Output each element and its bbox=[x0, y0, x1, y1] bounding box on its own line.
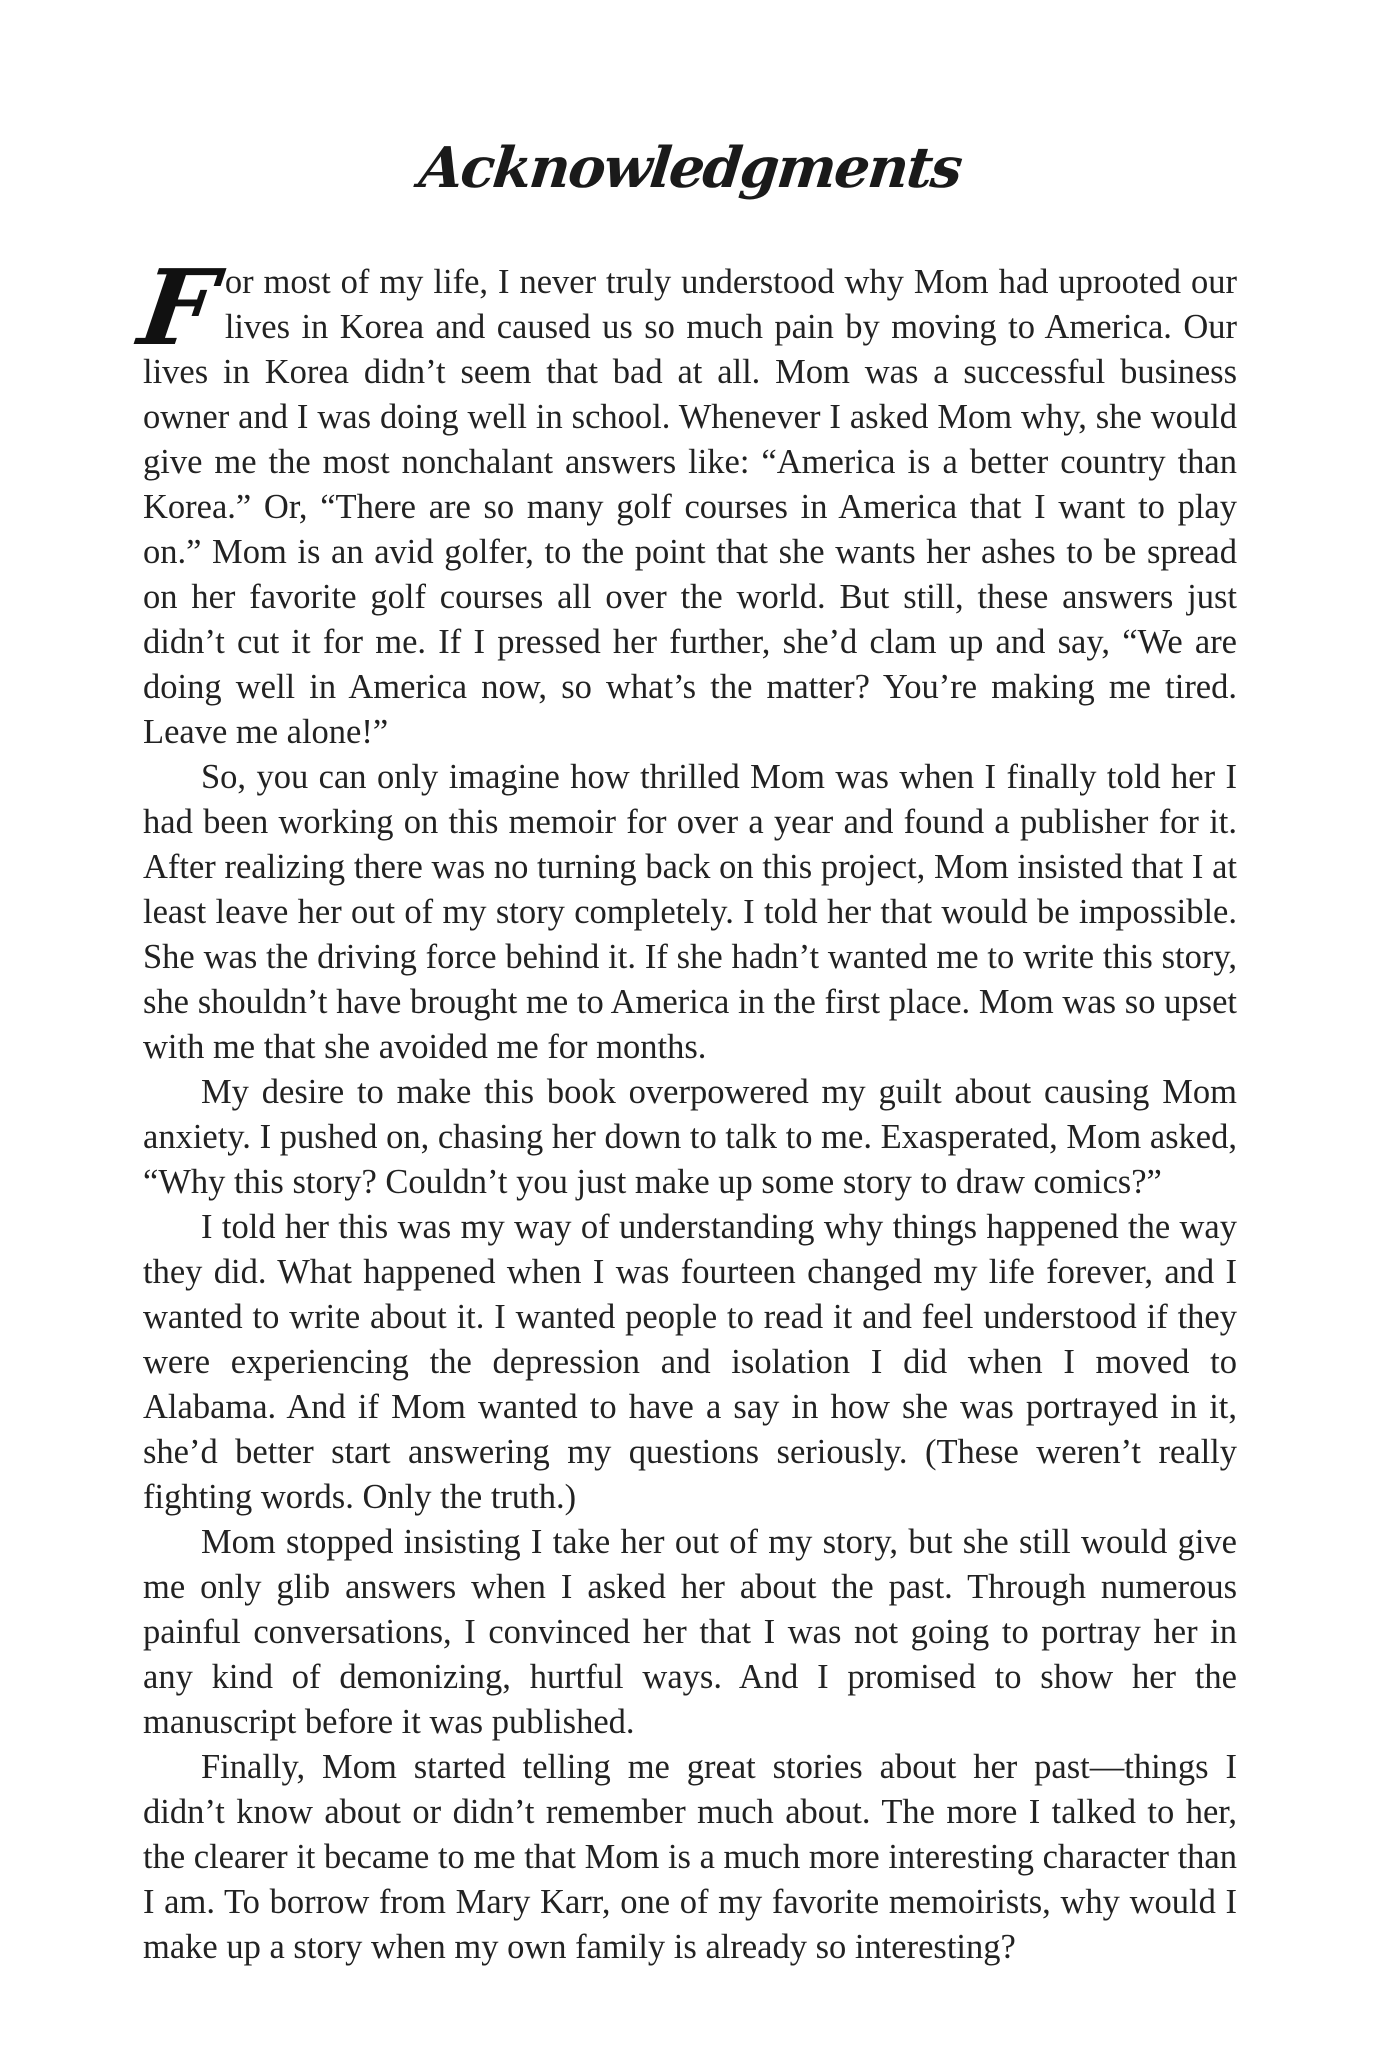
paragraph-6: Finally, Mom started telling me great stories about her past—things I didn’t know about or didn’t remember much about. The more I talked to her, the clearer it became to me that Mom is a much more interesting character than I am. To borrow from Mary Karr, one of my favorite memoirists, why would I make up a story when my own family is already so interesting? bbox=[143, 1748, 1237, 1966]
paragraph-1 bbox=[132, 246, 1237, 755]
paragraph-5: Mom stopped insisting I take her out of my story, but she still would give me only glib answers when I asked her about the past. Through numerous painful conversations, I convinced her that I was not going to portray her in any kind of demonizing, hurtful ways. And I promised to show her the manuscript before it was published. bbox=[143, 1523, 1237, 1741]
paragraph-4: I told her this was my way of understanding why things happened the way they did. What happened when I was fourteen changed my life forever, and I wanted to write about it. I wanted people to read it and feel understood if they were experiencing the depression and isolation I did when I moved to Alabama. And if Mom wanted to have a say in how she was portrayed in it, she’d better start answering my questions seriously. (These weren’t really fighting words. Only the truth.) bbox=[143, 1208, 1237, 1516]
page-title: Acknowledgments bbox=[416, 135, 964, 201]
paragraph-2: So, you can only imagine how thrilled Mom was when I finally told her I had been working on this memoir for over a year and found a publisher for it. After realizing there was no turning back on this project, Mom insisted that I at least leave her out of my story completely. I told her that would be impossible. She was the driving force behind it. If she hadn’t wanted me to write this story, she shouldn’t have brought me to America in the first place. Mom was so upset with me that she avoided me for months. bbox=[143, 758, 1237, 1066]
drop-cap: F bbox=[132, 246, 224, 369]
body-text bbox=[132, 246, 1237, 1970]
paragraph-1-text: or most of my life, I never truly understood why Mom had uprooted our lives in Korea and caused us so much pain by moving to America. Our lives in Korea didn’t seem that bad at all. Mom was a successful business owner and I was doing well in school. Whenever I asked Mom why, she would give me the most nonchalant answers like: “America is a better country than Korea.” Or, “There are so many golf courses in America that I want to play on.” Mom is an avid golfer, to the point that she wants her ashes to be spread on her favorite golf courses all over the world. But still, these answers just didn’t cut it for me. If I pressed her further, she’d clam up and say, “We are doing well in America now, so what’s the matter? You’re making me tired. Leave me alone!” bbox=[143, 263, 1237, 751]
paragraph-3: My desire to make this book overpowered my guilt about causing Mom anxiety. I pushed on, chasing her down to talk to me. Exasperated, Mom asked, “Why this story? Couldn’t you just make up some story to draw comics?” bbox=[143, 1073, 1237, 1201]
